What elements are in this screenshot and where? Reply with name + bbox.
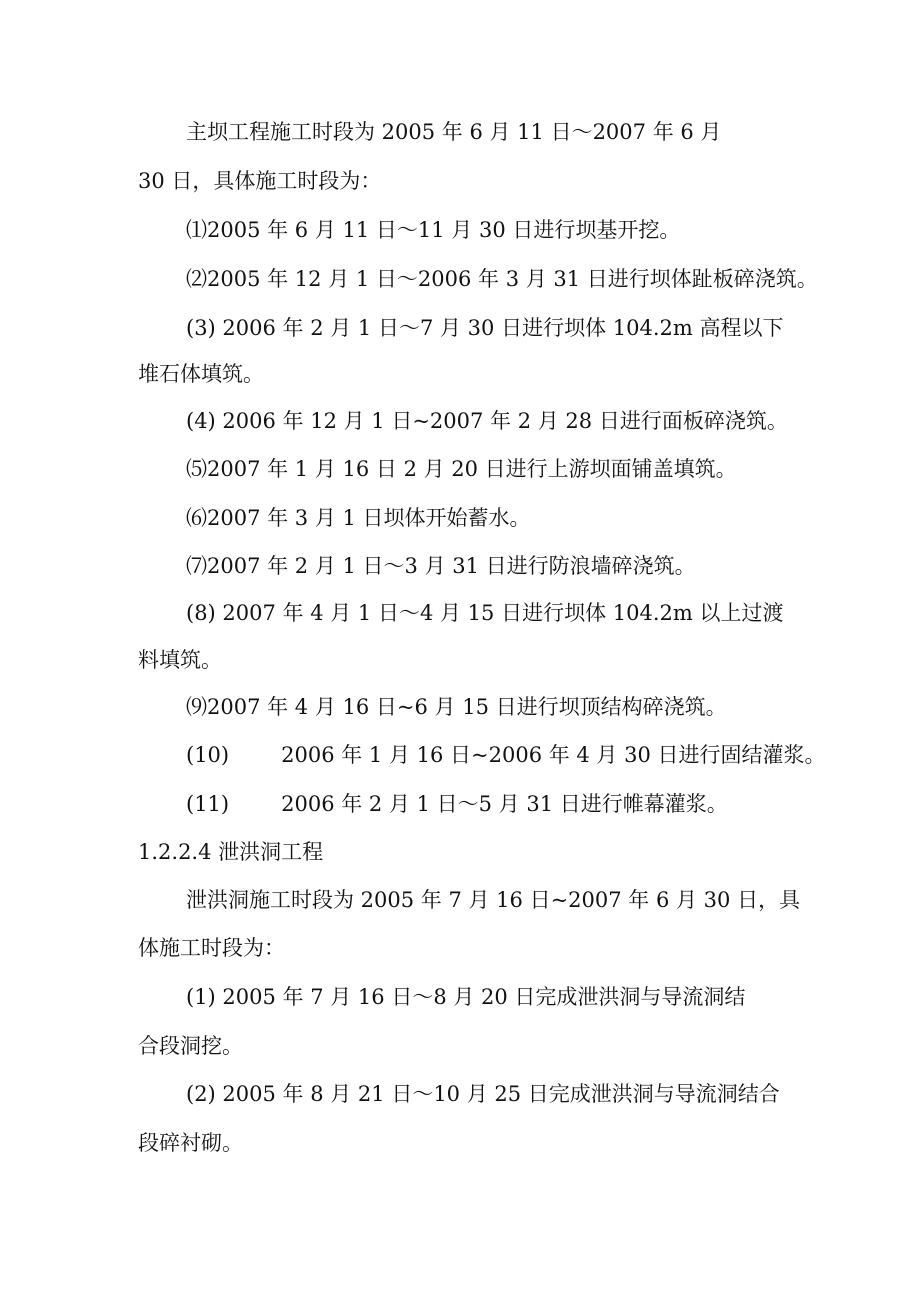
schedule-item-2: ⑵2005 年 12 月 1 日～2006 年 3 月 31 日进行坝体趾板碎浇筑。 [186, 267, 818, 291]
section-heading: 1.2.2.4 泄洪洞工程 [138, 840, 324, 864]
intro-line-1: 主坝工程施工时段为 2005 年 6 月 11 日～2007 年 6 月 [186, 120, 722, 144]
sub-item-2-line-1: (2) 2005 年 8 月 21 日～10 月 25 日完成泄洪洞与导流洞结合 [186, 1082, 780, 1106]
schedule-item-7: ⑺2007 年 2 月 1 日～3 月 31 日进行防浪墙碎浇筑。 [186, 554, 696, 578]
schedule-item-3-line-2: 堆石体填筑。 [138, 362, 264, 386]
sub-item-1-line-2: 合段洞挖。 [138, 1034, 243, 1058]
schedule-item-10-text: 2006 年 1 月 16 日~2006 年 4 月 30 日进行固结灌浆。 [281, 743, 826, 767]
schedule-item-10-number: (10) [186, 743, 230, 767]
schedule-item-11 [186, 789, 728, 819]
schedule-item-11-text: 2006 年 2 月 1 日～5 月 31 日进行帷幕灌浆。 [281, 792, 728, 816]
sub-item-1-line-1: (1) 2005 年 7 月 16 日～8 月 20 日完成泄洪洞与导流洞结 [186, 985, 746, 1009]
schedule-item-6: ⑹2007 年 3 月 1 日坝体开始蓄水。 [186, 506, 531, 530]
schedule-item-8-line-2: 料填筑。 [138, 648, 222, 672]
schedule-item-4: (4) 2006 年 12 月 1 日~2007 年 2 月 28 日进行面板碎浇筑。 [186, 409, 788, 433]
schedule-item-9: ⑼2007 年 4 月 16 日~6 月 15 日进行坝顶结构碎浇筑。 [186, 695, 727, 719]
intro-line-2: 30 日，具体施工时段为： [138, 169, 382, 193]
schedule-item-8-line-1: (8) 2007 年 4 月 1 日～4 月 15 日进行坝体 104.2m 以上过渡 [186, 601, 784, 625]
sub-item-2-line-2: 段碎衬砌。 [138, 1131, 243, 1155]
schedule-item-11-number: (11) [186, 792, 230, 816]
paragraph-2-line-1: 泄洪洞施工时段为 2005 年 7 月 16 日~2007 年 6 月 30 日，具 [186, 888, 801, 912]
schedule-item-10 [186, 740, 826, 770]
schedule-item-5: ⑸2007 年 1 月 16 日 2 月 20 日进行上游坝面铺盖填筑。 [186, 457, 737, 481]
schedule-item-1: ⑴2005 年 6 月 11 日～11 月 30 日进行坝基开挖。 [186, 218, 681, 242]
paragraph-2-line-2: 体施工时段为： [138, 936, 285, 960]
schedule-item-3-line-1: (3) 2006 年 2 月 1 日～7 月 30 日进行坝体 104.2m 高程以下 [186, 316, 784, 340]
